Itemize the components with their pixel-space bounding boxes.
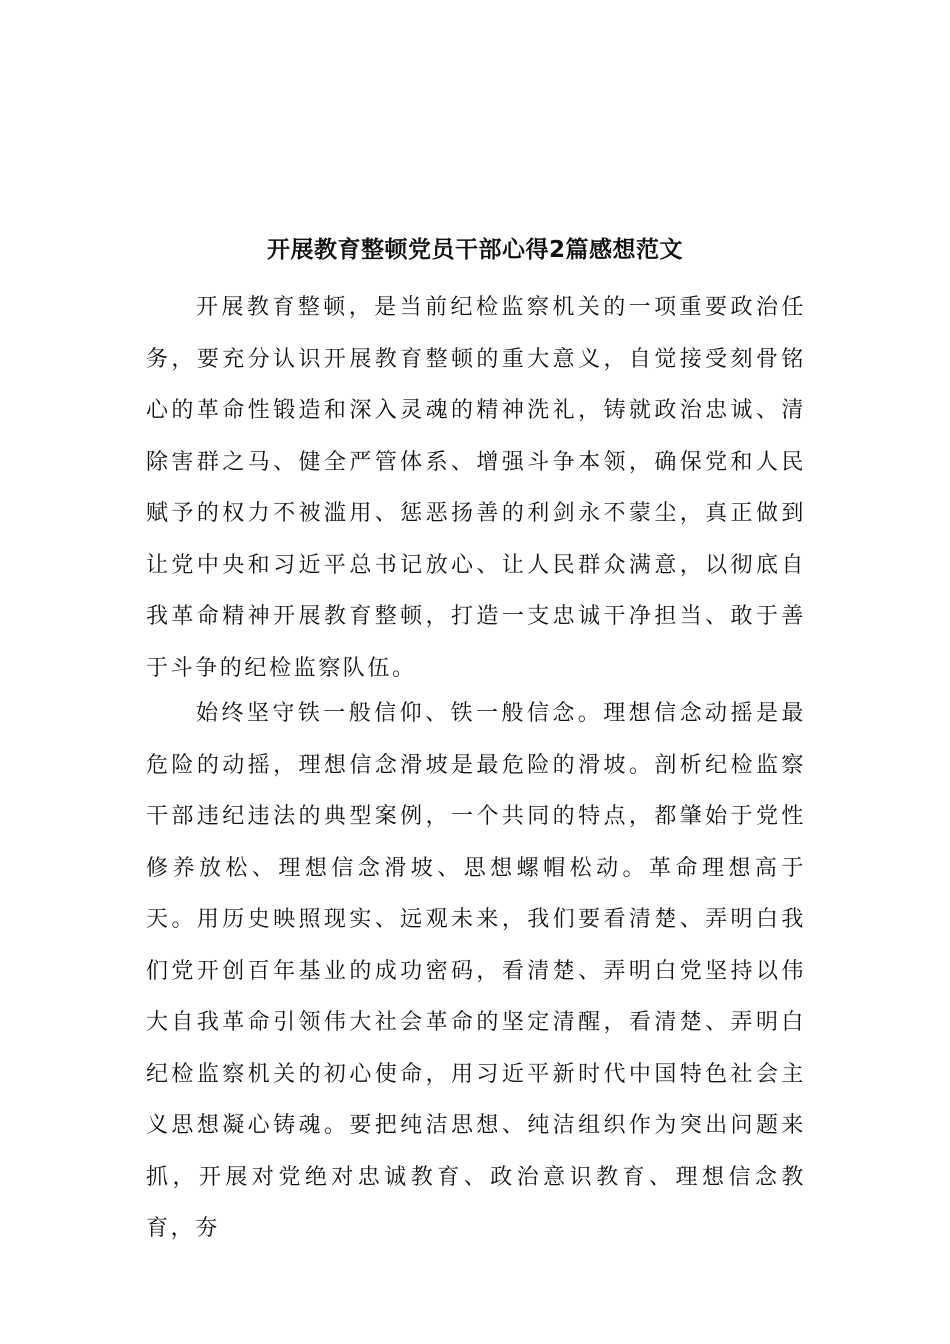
document-title: 开展教育整顿党员干部心得2篇感想范文 bbox=[266, 237, 683, 263]
paragraph-ideals: 始终坚守铁一般信仰、铁一般信念。理想信念动摇是最危险的动摇，理想信念滑坡是最危险的滑坡。剖析纪检监察干部违纪违法的典型案例，一个共同的特点，都肇始于党性修养放松、理想信念滑坡、思想螺帽松动。革命理想高于天。用历史映照现实、远观未来，我们要看清楚、弄明白我们党开创百年基业的成功密码，看清楚、弄明白党坚持以伟大自我革命引领伟大社会革命的坚定清醒，看清楚、弄明白纪检监察机关的初心使命，用习近平新时代中国特色社会主义思想凝心铸魂。要把纯洁思想、纯洁组织作为突出问题来抓，开展对党绝对忠诚教育、政治意识教育、理想信念教育，夯 bbox=[146, 701, 806, 1241]
paragraph-intro: 开展教育整顿，是当前纪检监察机关的一项重要政治任务，要充分认识开展教育整顿的重大意义，自觉接受刻骨铭心的革命性锻造和深入灵魂的精神洗礼，铸就政治忠诚、清除害群之马、健全严管体系、增强斗争本领，确保党和人民赋予的权力不被滥用、惩恶扬善的利剑永不蒙尘，真正做到让党中央和习近平总书记放心、让人民群众满意，以彻底自我革命精神开展教育整顿，打造一支忠诚干净担当、敢于善于斗争的纪检监察队伍。 bbox=[146, 295, 806, 681]
